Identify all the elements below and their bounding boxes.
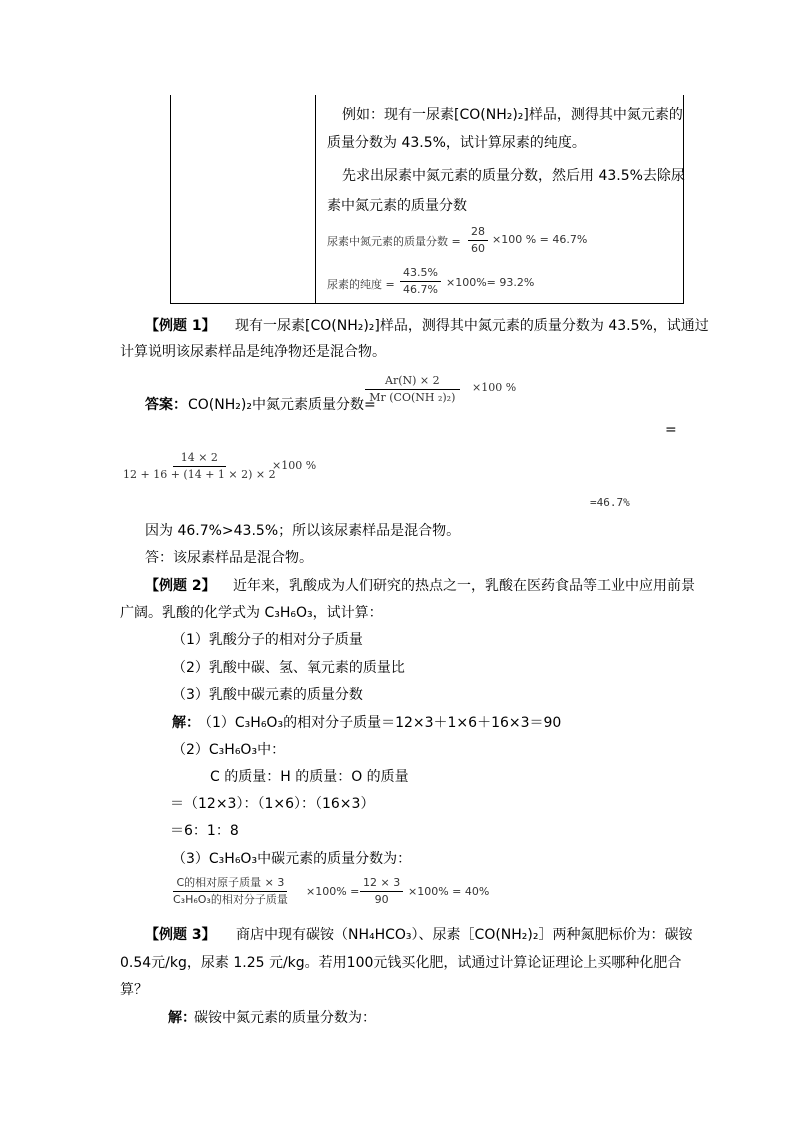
cell-formula-1-tail: ×100 % = 46.7% [492,233,588,246]
example-1-formula-1-denominator: Mr (CO(NH ₂)₂) [369,390,456,404]
example-1-answer-text: CO(NH₂)₂中氮元素质量分数= [188,397,376,413]
cell-formula-2-denominator: 46.7% [403,282,438,296]
example-1-line-3: 因为 46.7%>43.5%；所以该尿素样品是混合物。 [145,523,461,539]
example-2-solution-1: （1）C₃H₆O₃的相对分子质量＝12×3＋1×6＋16×3＝90 [198,715,562,731]
example-1-line-4: 答：该尿素样品是混合物。 [145,550,313,566]
example-1-formula-1-numerator: Ar(N) × 2 [365,374,460,390]
cell-formula-1-fraction [468,225,488,256]
example-1-formula-2-numerator: 14 × 2 [173,451,226,467]
example-1-formula-2-denominator: 12 + 16 + (14 + 1 × 2) × 2 [123,467,276,481]
cell-line-4: 素中氮元素的质量分数 [327,198,467,214]
example-3-line-3: 算？ [120,982,148,998]
table-divider [315,95,316,303]
example-2-solution-2: （2）C₃H₆O₃中： [172,742,286,758]
example-2-formula-denominator: C₃H₆O₃的相对分子质量 [173,892,288,906]
cell-formula-1-label: 尿素中氮元素的质量分数 = [327,235,461,248]
example-1-tag: 【例题 1】 [145,318,216,334]
cell-formula-2-tail: ×100%= 93.2% [446,276,535,289]
example-2-formula-2-fraction [360,876,403,907]
example-2-formula-tail: ×100% = 40% [408,885,490,898]
example-2-question-3: （3）乳酸中碳元素的质量分数 [172,687,363,703]
cell-formula-1-numerator: 28 [468,225,488,241]
example-1-formula-2-tail: ×100 % [272,459,317,472]
example-1-line-2: 计算说明该尿素样品是纯净物还是混合物。 [120,344,386,360]
example-1-answer-label: 答案： [145,397,187,413]
cell-line-1: 例如：现有一尿素[CO(NH₂)₂]样品，测得其中氮元素的 [342,107,683,123]
example-2-solution-5: ＝6：1：8 [170,823,239,839]
example-2-solution-3: C 的质量：H 的质量：O 的质量 [210,769,409,785]
example-2-tag: 【例题 2】 [145,578,216,594]
cell-formula-1-denominator: 60 [471,241,485,255]
example-1-formula-1-tail: ×100 % [472,381,517,394]
example-2-line-2: 广阔。乳酸的化学式为 C₃H₆O₃，试计算： [120,605,383,621]
cell-formula-2-label: 尿素的纯度 = [327,278,395,291]
example-3-line-2: 0.54元/kg，尿素 1.25 元/kg。若用100元钱买化肥，试通过计算论证理论上买哪种化肥合 [120,955,682,971]
example-2-formula-numerator: C的相对原子质量 × 3 [173,876,287,892]
example-1-result: =46.7% [590,496,630,509]
cell-formula-2-numerator: 43.5% [400,266,441,282]
example-3-solution-label: 解： [168,1010,196,1026]
cell-line-2: 质量分数为 43.5%，试计算尿素的纯度。 [327,135,586,151]
example-1-line-1: 现有一尿素[CO(NH₂)₂]样品，测得其中氮元素的质量分数为 43.5%，试通过 [235,318,709,334]
example-2-formula-2-denominator: 90 [374,892,389,906]
example-1-formula-2-fraction [120,451,279,482]
example-1-equals-sign: = [665,422,677,438]
cell-formula-2-fraction [400,266,441,297]
example-2-line-1: 近年来，乳酸成为人们研究的热点之一，乳酸在医药食品等工业中应用前景 [233,578,695,594]
example-2-solution-label: 解： [172,715,200,731]
example-2-formula-2-numerator: 12 × 3 [360,876,403,892]
example-2-question-2: （2）乳酸中碳、氢、氧元素的质量比 [172,660,405,676]
example-2-solution-4: ＝（12×3）：（1×6）：（16×3） [170,796,375,812]
example-2-question-1: （1）乳酸分子的相对分子质量 [172,632,363,648]
example-2-formula-middle: ×100% = [306,885,360,898]
example-3-line-1: 商店中现有碳铵（NH₄HCO₃）、尿素［CO(NH₂)₂］两种氮肥标价为：碳铵 [236,927,693,943]
example-3-tag: 【例题 3】 [145,927,216,943]
cell-line-3: 先求出尿素中氮元素的质量分数，然后用 43.5%去除尿 [342,168,685,184]
example-1-formula-1-fraction [365,374,460,405]
example-3-solution-text: 碳铵中氮元素的质量分数为： [194,1010,376,1026]
example-2-formula-fraction [170,876,291,907]
example-2-solution-6: （3）C₃H₆O₃中碳元素的质量分数为： [172,851,412,867]
